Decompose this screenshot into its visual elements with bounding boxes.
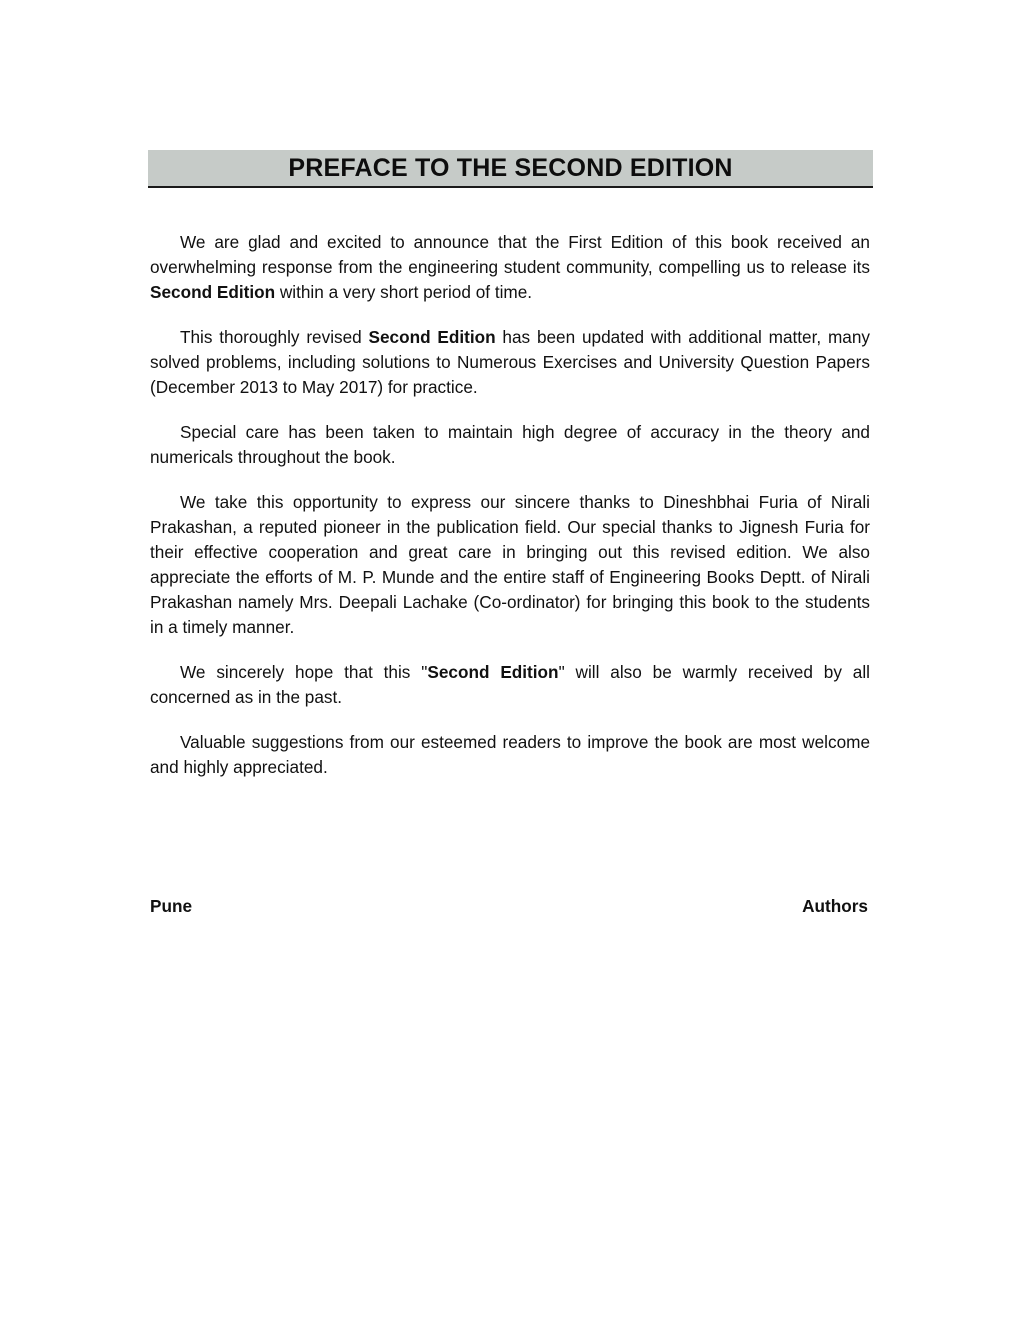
paragraph-text: Valuable suggestions from our esteemed readers to improve the book are most welcome and highly appreciated. bbox=[150, 732, 870, 777]
paragraph-text: We are glad and excited to announce that the First Edition of this book received an overwhelming response from the engineering student community, compelling us to release its bbox=[150, 232, 870, 277]
paragraph-first-edition bbox=[150, 230, 870, 305]
paragraph-suggestions bbox=[150, 730, 870, 780]
paragraph-text: We take this opportunity to express our sincere thanks to Dineshbhai Furia of Nirali Prakashan, a reputed pioneer in the publication field. Our special thanks to Jignesh Furia for their effective cooperation and great care in bringing out this revised edition. We also appreciate the efforts of M. P. Munde and the entire staff of Engineering Books Deptt. of Nirali Prakashan namely Mrs. Deepali Lachake (Co-ordinator) for bringing this book to the students in a timely manner. bbox=[150, 492, 870, 637]
paragraph-text: within a very short period of time. bbox=[275, 282, 533, 302]
paragraph-thanks bbox=[150, 490, 870, 640]
bold-phrase: Second Edition bbox=[427, 662, 559, 682]
paragraph-text: " will also be warmly received by all concerned as in the past. bbox=[150, 662, 870, 707]
paragraph-text: Special care has been taken to maintain high degree of accuracy in the theory and numericals throughout the book. bbox=[150, 422, 870, 467]
paragraph-revised bbox=[150, 325, 870, 400]
paragraph-text: has been updated with additional matter, many solved problems, including solutions to Numerous Exercises and University Question Papers (December 2013 to May 2017) for practice. bbox=[150, 327, 870, 397]
signoff-place: Pune bbox=[150, 896, 193, 916]
preface-body bbox=[150, 230, 870, 800]
bold-phrase: Second Edition bbox=[150, 282, 276, 302]
paragraph-text: This thoroughly revised bbox=[180, 327, 369, 347]
preface-title-bar bbox=[148, 150, 873, 188]
signoff-authors: Authors bbox=[802, 896, 868, 916]
bold-phrase: Second Edition bbox=[368, 327, 496, 347]
signoff-line bbox=[150, 894, 868, 919]
paragraph-accuracy bbox=[150, 420, 870, 470]
paragraph-hope bbox=[150, 660, 870, 710]
page-title: PREFACE TO THE SECOND EDITION bbox=[288, 153, 733, 182]
paragraph-text: We sincerely hope that this " bbox=[180, 662, 428, 682]
